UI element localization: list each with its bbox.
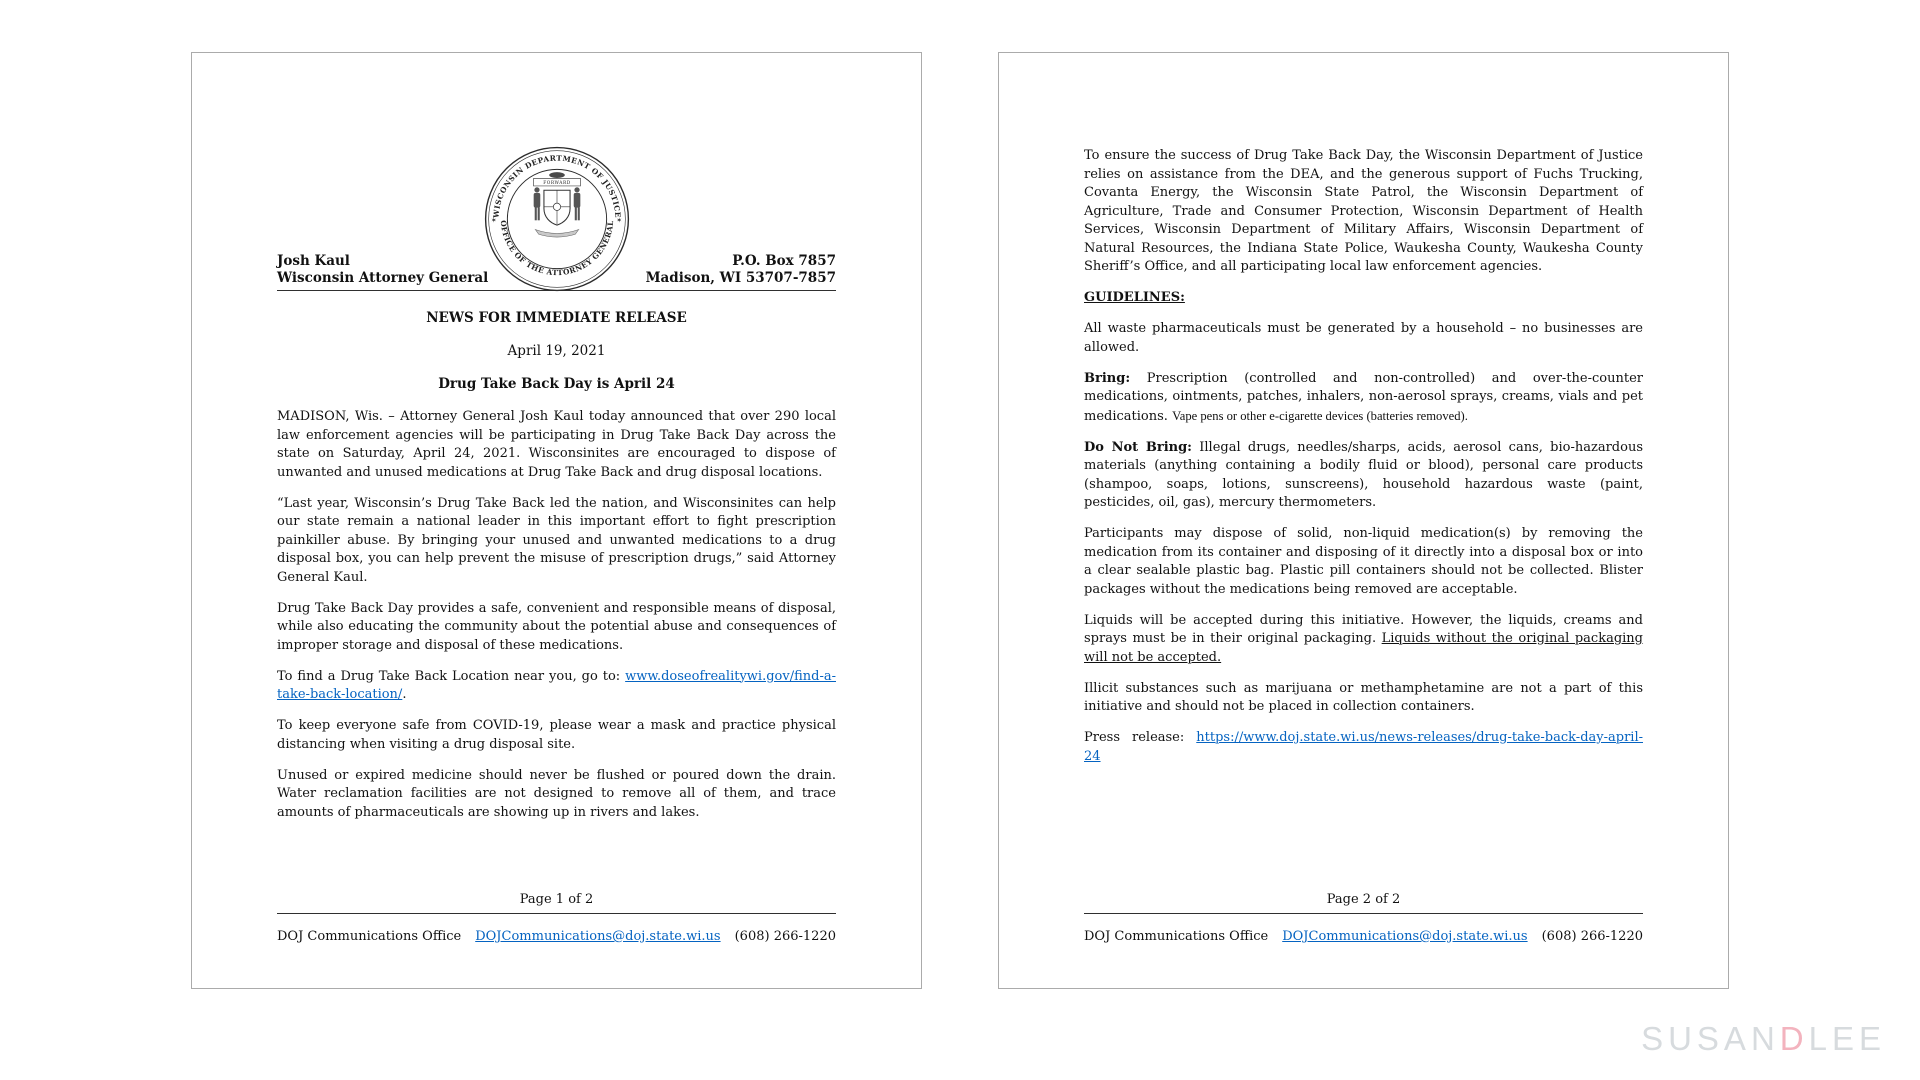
seal-shield bbox=[543, 190, 569, 225]
attorney-general-name: Josh Kaul bbox=[277, 253, 350, 269]
svg-text:FORWARD: FORWARD bbox=[542, 181, 571, 187]
footer-contact-row bbox=[277, 929, 836, 944]
watermark-accent-letter: D bbox=[1779, 1020, 1809, 1057]
press-release-link[interactable]: https://www.doj.state.wi.us/news-releases/drug-take-back-day-april-24 bbox=[1084, 730, 1643, 764]
footer-phone: (608) 266-1220 bbox=[734, 929, 836, 944]
letterhead-address bbox=[646, 253, 836, 286]
svg-text:OFFICE OF THE ATTORNEY GENERAL: OFFICE OF THE ATTORNEY GENERAL bbox=[498, 219, 615, 278]
doj-seal-icon bbox=[483, 145, 631, 293]
footer-office: DOJ Communications Office bbox=[1084, 929, 1269, 944]
paragraph-illicit: Illicit substances such as marijuana or methamphetamine are not a part of this initiative and should not be placed in collection containers. bbox=[1084, 680, 1643, 714]
guidelines-heading-text: GUIDELINES: bbox=[1084, 290, 1185, 305]
paragraph-location bbox=[277, 668, 836, 705]
liquids-text: Liquids will be accepted during this initiative. However, the liquids, creams and sprays must be in their original packaging. bbox=[1084, 612, 1643, 646]
paragraph-flush-warning: Unused or expired medicine should never be flushed or poured down the drain. Water reclamation facilities are not designed to remove all of them, and trace amounts of pharmaceuticals are showing up in rivers and lakes. bbox=[277, 767, 836, 820]
bring-label: Bring: bbox=[1084, 370, 1131, 386]
do-not-bring-text: Illegal drugs, needles/sharps, acids, aerosol cans, bio-hazardous materials (anything containing a bodily fluid or blood), personal care products (shampoo, soaps, lotions, sunscreens), household hazardous waste (paint, pesticides, oil, gas), mercury thermometers. bbox=[1084, 439, 1643, 510]
paragraph-bring bbox=[1084, 370, 1643, 427]
watermark bbox=[1641, 1020, 1886, 1058]
footer-phone: (608) 266-1220 bbox=[1541, 929, 1643, 944]
po-box-line: P.O. Box 7857 bbox=[732, 253, 836, 269]
city-state-zip-line: Madison, WI 53707-7857 bbox=[645, 269, 836, 286]
bring-note: Vape pens or other e-cigarette devices (batteries removed). bbox=[1172, 408, 1468, 423]
paragraph-liquids bbox=[1084, 612, 1643, 668]
do-not-bring-label: Do Not Bring: bbox=[1084, 439, 1192, 455]
paragraph-quote: “Last year, Wisconsin’s Drug Take Back led the nation, and Wisconsinites can help our state remain a national leader in this important effort to fight prescription painkiller abuse. By bringing your unused and unwanted medications to a drug disposal box, you can help prevent the misuse of prescription drugs,” said Attorney General Kaul. bbox=[277, 495, 836, 585]
seal-star-right-icon: ✶ bbox=[615, 216, 622, 225]
footer-email-link[interactable]: DOJCommunications@doj.state.wi.us bbox=[1282, 929, 1528, 944]
footer-office: DOJ Communications Office bbox=[277, 929, 462, 944]
take-back-location-link[interactable]: www.doseofrealitywi.gov/find-a-take-back-location/ bbox=[277, 668, 836, 702]
page-number: Page 1 of 2 bbox=[519, 892, 594, 907]
release-date: April 19, 2021 bbox=[507, 343, 606, 359]
footer-email-link[interactable]: DOJCommunications@doj.state.wi.us bbox=[475, 929, 721, 944]
watermark-prefix: SUSAN bbox=[1641, 1020, 1780, 1057]
paragraph-covid: To keep everyone safe from COVID-19, please wear a mask and practice physical distancing when visiting a drug disposal site. bbox=[277, 718, 836, 752]
press-release-label: Press release: bbox=[1084, 730, 1197, 745]
document-page-2 bbox=[998, 52, 1729, 989]
letterhead-official bbox=[277, 253, 488, 286]
paragraph-solid-meds: Participants may dispose of solid, non-liquid medication(s) by removing the medication from its container and disposing of it directly into a disposal box or into a clear sealable plastic bag. Plastic pill containers should not be collected. Blister packages without the medications being removed are acceptable. bbox=[1084, 526, 1643, 597]
svg-text:WISCONSIN DEPARTMENT OF JUSTIC: WISCONSIN DEPARTMENT OF JUSTICE bbox=[491, 153, 622, 219]
footer-divider bbox=[277, 913, 836, 914]
footer-contact-row bbox=[1084, 929, 1643, 944]
paragraph-household: All waste pharmaceuticals must be generated by a household – no businesses are allowed. bbox=[1084, 321, 1643, 355]
page-1-footer bbox=[277, 892, 836, 988]
location-period: . bbox=[402, 687, 407, 702]
page-2-footer bbox=[1084, 892, 1643, 988]
doj-seal-graphic bbox=[483, 145, 631, 293]
release-banner: NEWS FOR IMMEDIATE RELEASE bbox=[426, 310, 687, 326]
paragraph-do-not-bring bbox=[1084, 439, 1643, 513]
seal-badger-icon bbox=[549, 172, 565, 178]
seal-star-left-icon: ✶ bbox=[490, 216, 497, 225]
document-page-1 bbox=[191, 52, 922, 989]
paragraph-partners: To ensure the success of Drug Take Back Day, the Wisconsin Department of Justice relies on assistance from the DEA, and the generous support of Fuchs Trucking, Covanta Energy, the Wisconsin State Patrol, the Wisconsin Department of Agriculture, Trade and Consumer Protection, Wisconsin Department of Health Services, Wisconsin Department of Military Affairs, Wisconsin Department of Natural Resources, the Indiana State Police, Waukesha County, Waukesha County Sheriff’s Office, and all participating local law enforcement agencies. bbox=[1084, 148, 1643, 274]
headline: Drug Take Back Day is April 24 bbox=[438, 376, 675, 392]
guidelines-heading bbox=[1084, 289, 1643, 308]
liquids-underlined-text: Liquids without the original packaging will not be accepted. bbox=[1084, 631, 1644, 665]
location-text: To find a Drug Take Back Location near you, go to: bbox=[277, 668, 626, 684]
footer-divider bbox=[1084, 913, 1643, 914]
paragraph-press-release bbox=[1084, 729, 1643, 766]
letterhead bbox=[277, 121, 836, 291]
page-number: Page 2 of 2 bbox=[1326, 892, 1401, 907]
bring-text: Prescription (controlled and non-controlled) and over-the-counter medications, ointments, patches, inhalers, non-aerosol sprays, creams, vials and pet medications. bbox=[1084, 370, 1643, 424]
paragraph-disposal-means: Drug Take Back Day provides a safe, convenient and responsible means of disposal, while also educating the community about the potential abuse and consequences of improper storage and disposal of these medications. bbox=[277, 600, 836, 653]
attorney-general-title: Wisconsin Attorney General bbox=[277, 269, 489, 286]
watermark-suffix: LEE bbox=[1808, 1020, 1886, 1057]
paragraph-intro: MADISON, Wis. – Attorney General Josh Kaul today announced that over 290 local law enforcement agencies will be participating in Drug Take Back Day across the state on Saturday, April 24, 2021. Wisconsinites are encouraged to dispose of unwanted and unused medications at Drug Take Back and drug disposal locations. bbox=[277, 409, 836, 480]
